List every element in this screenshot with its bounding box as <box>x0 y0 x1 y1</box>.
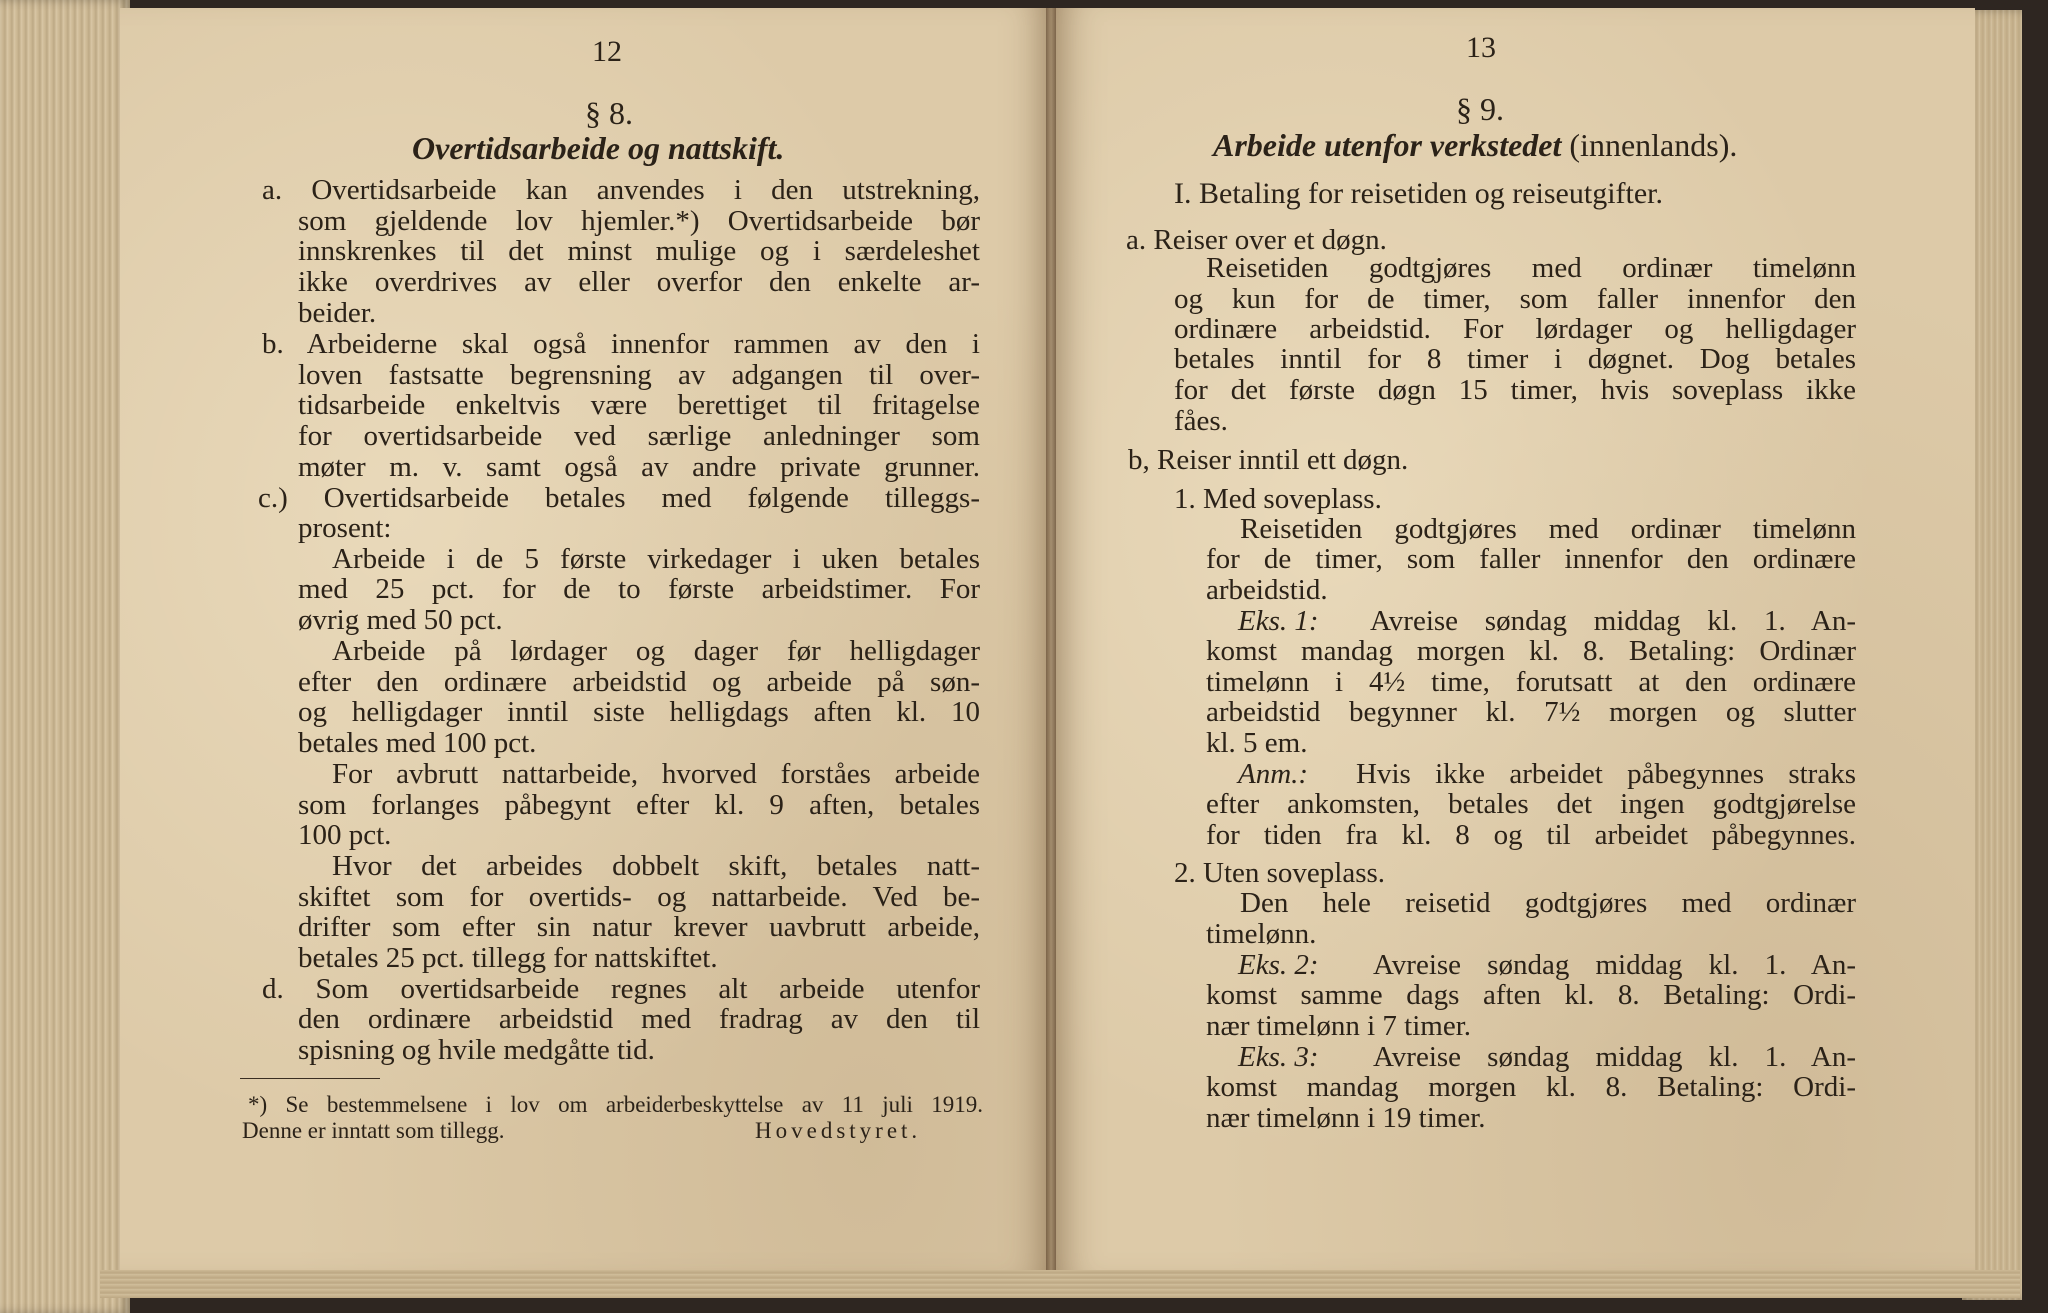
eks-2-label: Eks. 2: <box>1238 949 1319 981</box>
right-line-22: Den hele reisetid godtgjøres med ordinær <box>1240 887 1856 919</box>
subheading-betaling: I. Betaling for reisetiden og reiseutgifter. <box>1174 177 1664 210</box>
left-line-16: Arbeide på lørdager og dager før helligdager <box>332 635 980 667</box>
right-line-8: b, Reiser inntil ett døgn. <box>1128 444 1409 476</box>
eks-3-label: Eks. 3: <box>1238 1041 1319 1073</box>
right-line-1: a. Reiser over et døgn. <box>1126 224 1387 256</box>
left-line-22: 100 pct. <box>298 819 392 851</box>
right-line-2: Reisetiden godtgjøres med ordinær timelønn <box>1206 252 1856 284</box>
footnote-line-1: *) Se bestemmelsene i lov om arbeiderbeskyttelse av 11 juli 1919. <box>248 1092 983 1117</box>
right-line-16: arbeidstid begynner kl. 7½ morgen og slutter <box>1206 696 1856 728</box>
page-edges-left <box>0 0 130 1313</box>
right-line-21: 2. Uten soveplass. <box>1174 857 1386 889</box>
left-line-12: prosent: <box>298 512 392 544</box>
section-title-italic: Arbeide utenfor verkstedet <box>1213 127 1562 163</box>
section-heading-right: § 9. <box>1456 91 1504 127</box>
left-line-21: som forlanges påbegynt efter kl. 9 aften, betales <box>298 789 980 821</box>
left-line-28: den ordinære arbeidstid med fradrag av den til <box>298 1003 980 1035</box>
right-line-7: fåes. <box>1174 405 1228 437</box>
left-line-29: spisning og hvile medgåtte tid. <box>298 1034 655 1066</box>
page-number-right: 13 <box>1466 31 1496 64</box>
right-line-11: for de timer, som faller innenfor den ordinære <box>1206 543 1856 575</box>
left-line-7: loven fastsatte begrensning av adgangen til over- <box>298 359 980 391</box>
left-line-19: betales med 100 pct. <box>298 727 537 759</box>
page-edges-bottom <box>100 1270 2020 1298</box>
right-line-15: timelønn i 4½ time, forutsatt at den ordinære <box>1206 666 1856 698</box>
left-line-10: møter m. v. samt også av andre private grunner. <box>298 451 980 483</box>
left-line-26: betales 25 pct. tillegg for nattskiftet. <box>298 942 718 974</box>
right-line-26: nær timelønn i 7 timer. <box>1206 1010 1472 1042</box>
section-title-right <box>1213 127 1738 163</box>
left-line-6: b. Arbeiderne skal også innenfor rammen av den i <box>262 328 980 360</box>
left-line-2: som gjeldende lov hjemler.*) Overtidsarbeide bør <box>298 205 980 237</box>
left-line-23: Hvor det arbeides dobbelt skift, betales natt- <box>332 850 980 882</box>
left-line-8: tidsarbeide enkeltvis være berettiget til fritagelse <box>298 389 980 421</box>
right-line-6: for det første døgn 15 timer, hvis soveplass ikke <box>1174 374 1856 406</box>
left-line-3: innskrenkes til det minst mulige og i særdeleshet <box>298 235 980 267</box>
left-line-17: efter den ordinære arbeidstid og arbeide på søn- <box>298 666 980 698</box>
left-line-11: c.) Overtidsarbeide betales med følgende tilleggs- <box>258 482 980 514</box>
page-number-left: 12 <box>592 35 622 68</box>
right-line-3: og kun for de timer, som faller innenfor den <box>1174 283 1856 315</box>
left-line-4: ikke overdrives av eller overfor den enkelte ar- <box>298 266 980 298</box>
right-line-24: Avreise søndag middag kl. 1. An- <box>1373 949 1856 981</box>
footnote-line-2: Denne er inntatt som tillegg. <box>242 1118 505 1143</box>
right-line-14: komst mandag morgen kl. 8. Betaling: Ordinær <box>1206 635 1856 667</box>
right-line-12: arbeidstid. <box>1206 574 1328 606</box>
right-line-5: betales inntil for 8 timer i døgnet. Dog betales <box>1174 343 1856 375</box>
right-line-9: 1. Med soveplass. <box>1174 483 1382 515</box>
right-line-20: for tiden fra kl. 8 og til arbeidet påbegynnes. <box>1206 819 1856 851</box>
section-heading-left: § 8. <box>585 95 633 131</box>
right-line-29: nær timelønn i 19 timer. <box>1206 1102 1486 1134</box>
right-line-18: Hvis ikke arbeidet påbegynnes straks <box>1356 758 1856 790</box>
book-gutter <box>1046 8 1056 1270</box>
right-line-25: komst samme dags aften kl. 8. Betaling: Ordi- <box>1206 979 1856 1011</box>
left-line-15: øvrig med 50 pct. <box>298 604 503 636</box>
eks-1-label: Eks. 1: <box>1238 605 1319 637</box>
footnote-rule <box>240 1078 380 1079</box>
right-line-27: Avreise søndag middag kl. 1. An- <box>1373 1041 1856 1073</box>
footnote-signature: Hovedstyret. <box>755 1118 922 1143</box>
left-line-14: med 25 pct. for de to første arbeidstimer. For <box>298 573 980 605</box>
right-line-10: Reisetiden godtgjøres med ordinær timelønn <box>1240 513 1856 545</box>
right-line-13: Avreise søndag middag kl. 1. An- <box>1370 605 1856 637</box>
section-title-left: Overtidsarbeide og nattskift. <box>412 130 785 166</box>
left-line-25: drifter som efter sin natur krever uavbrutt arbeide, <box>298 911 980 943</box>
left-line-5: beider. <box>298 297 377 329</box>
left-line-20: For avbrutt nattarbeide, hvorved forståes arbeide <box>332 758 980 790</box>
right-line-23: timelønn. <box>1206 918 1317 950</box>
right-line-4: ordinære arbeidstid. For lørdager og helligdager <box>1174 313 1856 345</box>
left-line-18: og helligdager inntil siste helligdags aften kl. 10 <box>298 696 980 728</box>
anm-label: Anm.: <box>1238 758 1309 790</box>
section-title-rest: (innenlands). <box>1569 127 1738 163</box>
left-line-9: for overtidsarbeide ved særlige anledninger som <box>298 420 980 452</box>
left-line-13: Arbeide i de 5 første virkedager i uken betales <box>332 543 980 575</box>
right-line-17: kl. 5 em. <box>1206 727 1308 759</box>
left-line-1: a. Overtidsarbeide kan anvendes i den utstrekning, <box>262 174 980 206</box>
right-line-28: komst mandag morgen kl. 8. Betaling: Ordi- <box>1206 1071 1856 1103</box>
right-line-19: efter ankomsten, betales det ingen godtgjørelse <box>1206 788 1856 820</box>
left-line-27: d. Som overtidsarbeide regnes alt arbeide utenfor <box>262 973 980 1005</box>
left-line-24: skiftet som for overtids- og nattarbeide. Ved be- <box>298 881 980 913</box>
